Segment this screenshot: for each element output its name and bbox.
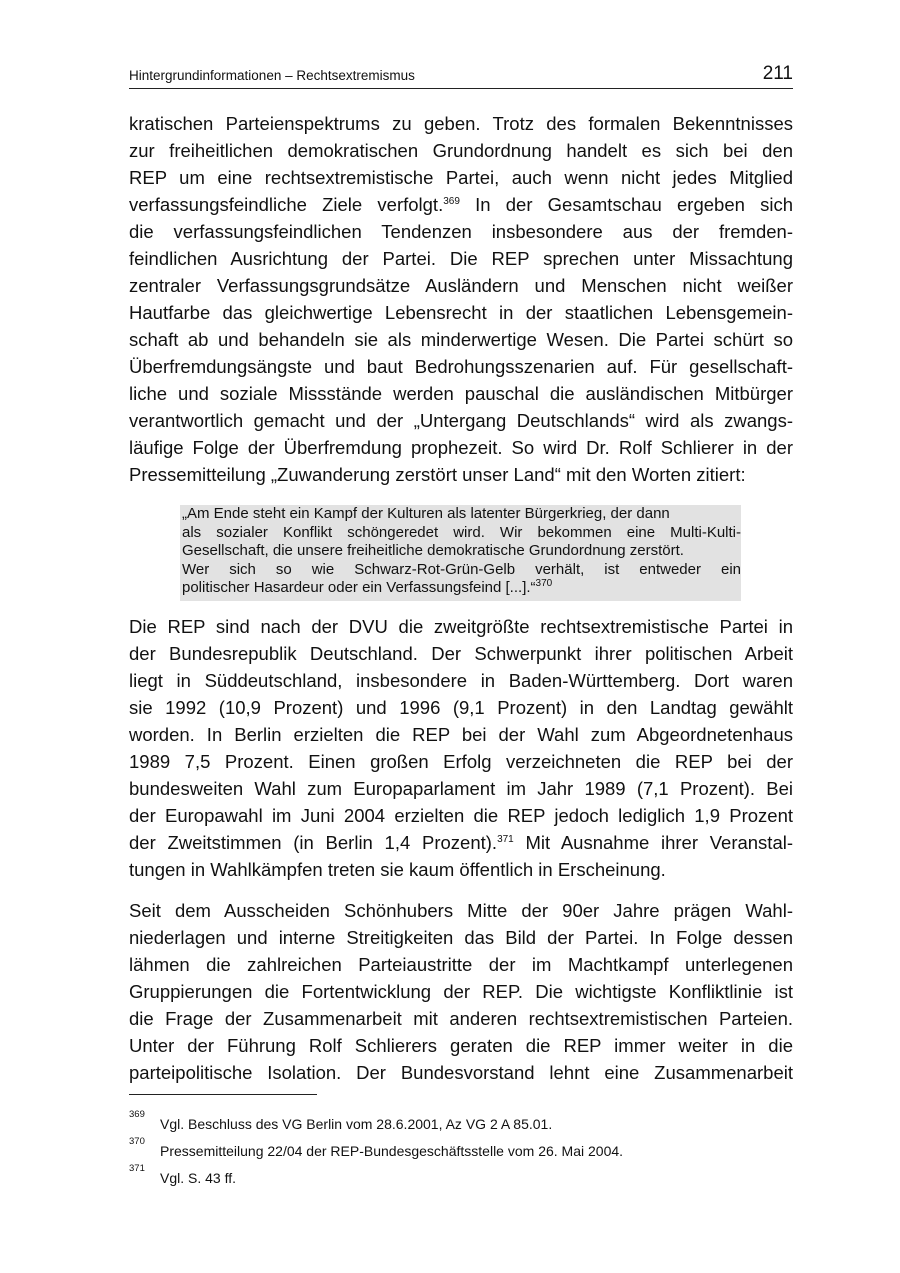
- quote-line: als sozialer Konflikt schöngeredet wird. Wir bekommen eine Multi-Kulti-: [182, 523, 741, 541]
- text-line: der Bundesrepublik Deutschland. Der Schwerpunkt ihrer politischen Arbeit: [129, 643, 793, 664]
- text-line: Pressemitteilung „Zuwanderung zerstört unser Land“ mit den Worten zitiert:: [129, 464, 746, 485]
- block-quote: [180, 505, 741, 601]
- text-line: 1989 7,5 Prozent. Einen großen Erfolg verzeichneten die REP bei der: [129, 751, 793, 772]
- quote-line: Gesellschaft, die unsere freiheitliche demokratische Grundordnung zerstört.: [182, 542, 684, 560]
- text-segment: Mit Ausnahme ihrer Veranstal-: [525, 832, 794, 853]
- text-line: sie 1992 (10,9 Prozent) und 1996 (9,1 Prozent) in den Landtag gewählt: [129, 697, 793, 718]
- text-line: zur freiheitlichen demokratischen Grundordnung handelt es sich bei den: [129, 140, 793, 161]
- footnote-text: Vgl. Beschluss des VG Berlin vom 28.6.2001, Az VG 2 A 85.01.: [160, 1116, 553, 1132]
- text-line: Seit dem Ausscheiden Schönhubers Mitte der 90er Jahre prägen Wahl-: [129, 900, 793, 921]
- paragraph-3: [129, 897, 793, 1086]
- footnote-divider: [129, 1094, 317, 1095]
- quote-line: Wer sich so wie Schwarz-Rot-Grün-Gelb verhält, ist entweder ein: [182, 560, 741, 578]
- footnote-ref-370[interactable]: 370: [535, 578, 553, 590]
- text-line: REP um eine rechtsextremistische Partei, auch wenn nicht jedes Mitglied: [129, 167, 793, 188]
- text-line: tungen in Wahlkämpfen treten sie kaum öffentlich in Erscheinung.: [129, 859, 666, 880]
- text-line: worden. In Berlin erzielten die REP bei der Wahl zum Abgeordnetenhaus: [129, 724, 793, 745]
- text-line: Überfremdungsängste und baut Bedrohungsszenarien auf. Für gesellschaft-: [129, 356, 793, 377]
- quote-line-with-footnote: [182, 579, 741, 598]
- text-line: Hautfarbe das gleichwertige Lebensrecht in der staatlichen Lebensgemein-: [129, 302, 793, 323]
- footnote-371: [129, 1163, 793, 1193]
- quote-line: „Am Ende steht ein Kampf der Kulturen als latenter Bürgerkrieg, der dann: [182, 505, 670, 522]
- text-line: die verfassungsfeindlichen Tendenzen insbesondere aus der fremden-: [129, 221, 793, 242]
- text-line: kratischen Parteienspektrums zu geben. Trotz des formalen Bekenntnisses: [129, 113, 793, 134]
- footnote-369: [129, 1109, 793, 1139]
- page-number: 211: [762, 63, 793, 84]
- text-line: zentraler Verfassungsgrundsätze Ausländern und Menschen nicht weißer: [129, 275, 793, 296]
- text-line: verantwortlich gemacht und der „Untergang Deutschlands“ wird als zwangs-: [129, 410, 793, 431]
- text-line: der Europawahl im Juni 2004 erzielten die REP jedoch lediglich 1,9 Prozent: [129, 805, 793, 826]
- footnote-370: [129, 1136, 793, 1166]
- text-line: läufige Folge der Überfremdung prophezeit. So wird Dr. Rolf Schlierer in der: [129, 437, 793, 458]
- paragraph-2: [129, 613, 793, 883]
- footnote-ref-369[interactable]: 369: [443, 195, 460, 207]
- text-line: Gruppierungen die Fortentwicklung der REP. Die wichtigste Konfliktlinie ist: [129, 981, 793, 1002]
- text-segment: In der Gesamtschau ergeben sich: [475, 194, 793, 215]
- footnote-number: 371: [129, 1163, 145, 1174]
- text-segment: politischer Hasardeur oder ein Verfassungsfeind [...].“: [182, 579, 536, 597]
- text-line-with-footnote: [129, 191, 793, 218]
- paragraph-1: [129, 110, 793, 488]
- text-line: feindlichen Ausrichtung der Partei. Die REP sprechen unter Missachtung: [129, 248, 793, 269]
- text-line: liegt in Süddeutschland, insbesondere in Baden-Württemberg. Dort waren: [129, 670, 793, 691]
- footnote-number: 369: [129, 1109, 145, 1120]
- text-line: parteipolitische Isolation. Der Bundesvorstand lehnt eine Zusammenarbeit: [129, 1062, 793, 1083]
- text-line-with-footnote: [129, 829, 793, 856]
- text-line: Unter der Führung Rolf Schlierers geraten die REP immer weiter in die: [129, 1035, 793, 1056]
- text-line: liche und soziale Missstände werden pauschal die ausländischen Mitbürger: [129, 383, 793, 404]
- running-title: Hintergrundinformationen – Rechtsextremismus: [129, 68, 415, 83]
- page-header: [129, 60, 793, 89]
- text-segment: der Zweitstimmen (in Berlin 1,4 Prozent).: [129, 832, 498, 853]
- text-segment: verfassungsfeindliche Ziele verfolgt.: [129, 194, 444, 215]
- footnote-number: 370: [129, 1136, 145, 1147]
- text-line: lähmen die zahlreichen Parteiaustritte der im Machtkampf unterlegenen: [129, 954, 793, 975]
- footnote-ref-371[interactable]: 371: [497, 833, 514, 845]
- footnote-text: Vgl. S. 43 ff.: [160, 1170, 237, 1186]
- text-line: die Frage der Zusammenarbeit mit anderen rechtsextremistischen Parteien.: [129, 1008, 793, 1029]
- text-line: schaft ab und behandeln sie als minderwertige Wesen. Die Partei schürt so: [129, 329, 793, 350]
- text-line: bundesweiten Wahl zum Europaparlament im Jahr 1989 (7,1 Prozent). Bei: [129, 778, 793, 799]
- footnotes: [129, 1109, 793, 1193]
- footnote-text: Pressemitteilung 22/04 der REP-Bundesgeschäftsstelle vom 26. Mai 2004.: [160, 1143, 624, 1159]
- text-line: Die REP sind nach der DVU die zweitgrößte rechtsextremistische Partei in: [129, 616, 793, 637]
- text-line: niederlagen und interne Streitigkeiten das Bild der Partei. In Folge dessen: [129, 927, 793, 948]
